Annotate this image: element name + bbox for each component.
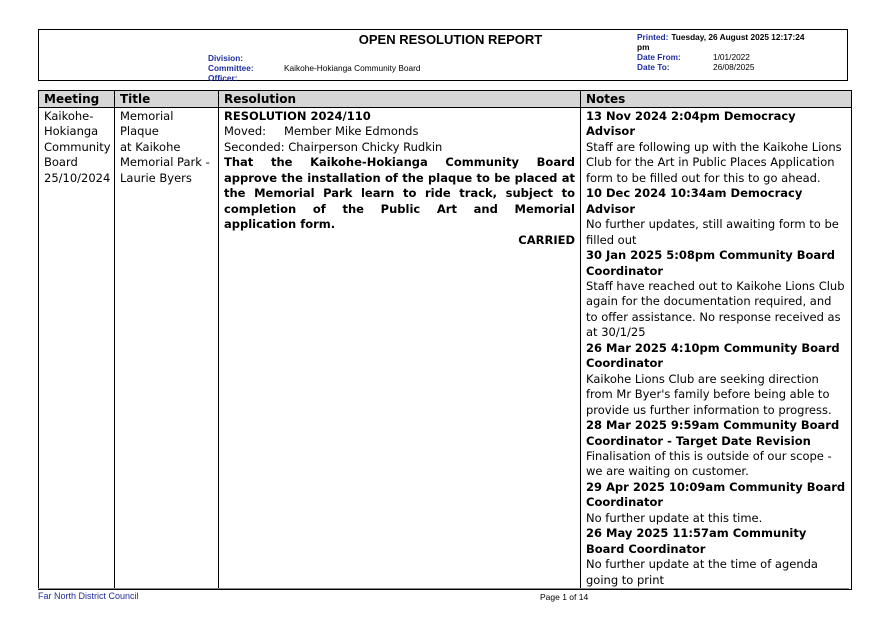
moved-value: Member Mike Edmonds: [284, 124, 419, 139]
date-from-label: Date From:: [637, 52, 681, 62]
note-heading: 26 Mar 2025 4:10pm Community Board Coordinator: [586, 340, 840, 371]
column-header-title: Title: [115, 91, 219, 108]
meeting-date: 25/10/2024: [44, 170, 111, 185]
meeting-cell: [39, 108, 115, 590]
note-body: Staff are following up with the Kaikohe Lions Club for the Art in Public Places Application form to be filled out for this to go ahead.: [586, 139, 842, 185]
moved-label: Moved:: [224, 124, 267, 139]
notes-cell: [581, 108, 852, 590]
division-label: Division:: [208, 53, 244, 63]
note-body: Finalisation of this is outside of our scope - we are waiting on customer.: [586, 448, 832, 479]
printed-suffix: pm: [637, 42, 650, 52]
report-meta-left: [208, 53, 421, 83]
note-body: Staff have reached out to Kaikohe Lions Club again for the documentation required, and to offer assistance. No response received as at 30/1/25: [586, 278, 845, 340]
column-header-notes: Notes: [581, 91, 852, 108]
resolution-table: [38, 90, 852, 590]
note-heading: 29 Apr 2025 10:09am Community Board Coordinator: [586, 479, 846, 510]
footer-page-number: Page 1 of 14: [540, 592, 589, 602]
title-line: Memorial Plaque: [120, 109, 174, 139]
seconded-label: Seconded:: [224, 139, 285, 154]
title-line: at Kaikohe: [120, 139, 181, 154]
date-to-label: Date To:: [637, 62, 670, 72]
date-to-value: 26/08/2025: [713, 62, 755, 72]
meeting-line: Kaikohe-: [44, 109, 94, 123]
note-body: Kaikohe Lions Club are seeking direction from Mr Byer's family before being able to provide us further information to progress.: [586, 371, 832, 417]
table-row: [39, 108, 852, 590]
note-heading: 28 Mar 2025 9:59am Community Board Coordinator - Target Date Revision: [586, 418, 840, 448]
committee-label: Committee:: [208, 63, 254, 73]
resolution-text: That the Kaikohe-Hokianga Community Board approve the installation of the plaque to be placed at the Memorial Park learn to ride track, subject to completion of the Public Art and Memorial application form.: [224, 155, 575, 232]
column-header-meeting: Meeting: [39, 91, 115, 108]
note-body: No further update at the time of agenda going to print: [586, 557, 818, 587]
note-body: No further update at this time.: [586, 510, 763, 525]
date-from-value: 1/01/2022: [713, 52, 750, 62]
report-header: [38, 29, 848, 81]
note-heading: 26 May 2025 11:57am Community Board Coordinator: [586, 526, 807, 556]
meeting-line: Board: [44, 155, 78, 170]
printed-value: Tuesday, 26 August 2025 12:17:24: [671, 32, 805, 42]
title-line: Laurie Byers: [120, 170, 192, 185]
note-heading: 10 Dec 2024 10:34am Democracy Advisor: [586, 186, 803, 216]
seconded-value: Chairperson Chicky Rudkin: [288, 139, 443, 154]
table-header-row: [39, 91, 852, 108]
footer-organisation: Far North District Council: [38, 591, 139, 601]
title-line: Memorial Park -: [120, 155, 210, 170]
note-heading: 13 Nov 2024 2:04pm Democracy Advisor: [586, 109, 796, 139]
officer-label: Officer:: [208, 73, 238, 83]
resolution-heading: RESOLUTION 2024/110: [224, 109, 371, 123]
report-meta-right: [637, 32, 804, 72]
printed-label: Printed:: [637, 32, 669, 42]
meeting-line: Hokianga: [44, 124, 99, 139]
resolution-status: CARRIED: [518, 232, 575, 247]
note-heading: 30 Jan 2025 5:08pm Community Board Coordinator: [586, 248, 836, 278]
committee-value: Kaikohe-Hokianga Community Board: [284, 63, 421, 73]
note-body: No further updates, still awaiting form to be filled out: [586, 217, 839, 247]
meeting-line: Community: [44, 139, 111, 154]
report-title: OPEN RESOLUTION REPORT: [358, 32, 543, 47]
title-cell: [115, 108, 219, 590]
column-header-resolution: Resolution: [219, 91, 581, 108]
footer-divider: [38, 588, 849, 589]
resolution-cell: [219, 108, 581, 590]
